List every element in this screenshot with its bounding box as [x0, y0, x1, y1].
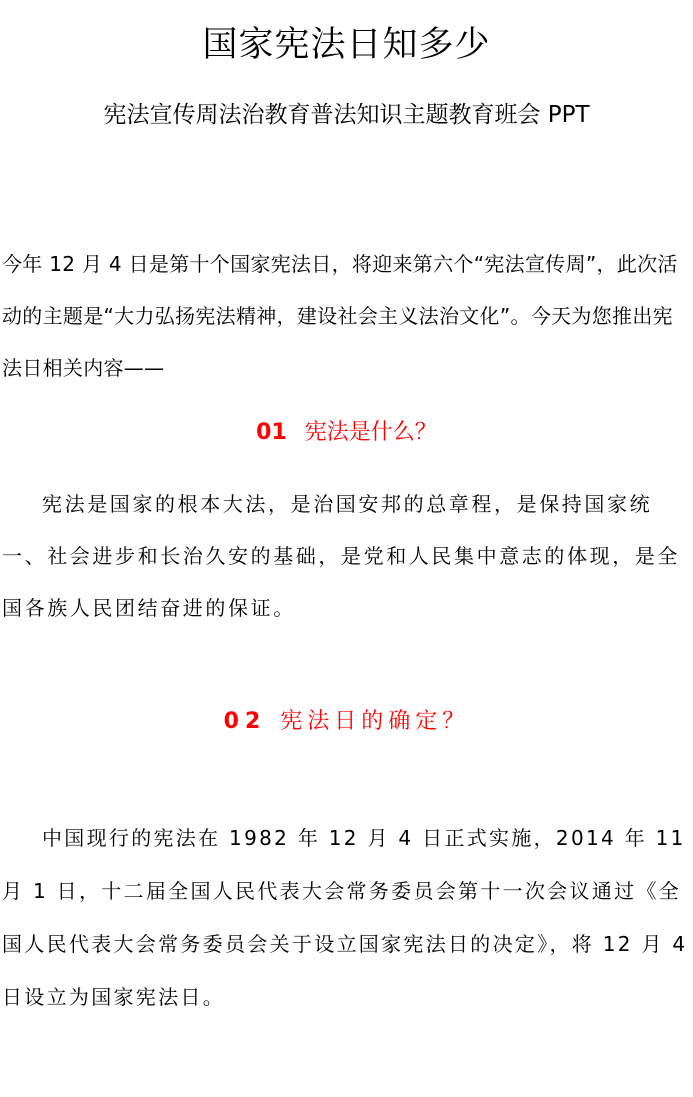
section-number: 01: [256, 420, 287, 445]
page-title: 国家宪法日知多少: [202, 25, 491, 65]
section-body-02: 中国现行的宪法在 1982 年 12 月 4 日正式实施，2014 年 11 月 1 日，十二届全国人民代表大会常务委员会第十一次会议通过《全国人民代表大会常务委员会关于设立国家宪法日的决定》，将 12 月 4 日设立为国家宪法日。: [2, 826, 688, 1009]
section-title: 宪法日的确定？: [280, 709, 470, 734]
section-heading-02: [0, 705, 693, 739]
page-subtitle: 宪法宣传周法治教育普法知识主题教育班会 PPT: [103, 102, 590, 128]
section-number: 02: [223, 709, 267, 734]
intro-paragraph: 今年 12 月 4 日是第十个国家宪法日，将迎来第六个“宪法宣传周”，此次活动的主题是“大力弘扬宪法精神，建设社会主义法治文化”。今天为您推出宪法日相关内容——: [2, 252, 678, 380]
section-body-01: 宪法是国家的根本大法，是治国安邦的总章程，是保持国家统一、社会进步和长治久安的基础，是党和人民集中意志的体现，是全国各族人民团结奋进的保证。: [2, 492, 680, 620]
section-title: 宪法是什么？: [304, 420, 437, 445]
section-heading-01: [0, 416, 693, 450]
